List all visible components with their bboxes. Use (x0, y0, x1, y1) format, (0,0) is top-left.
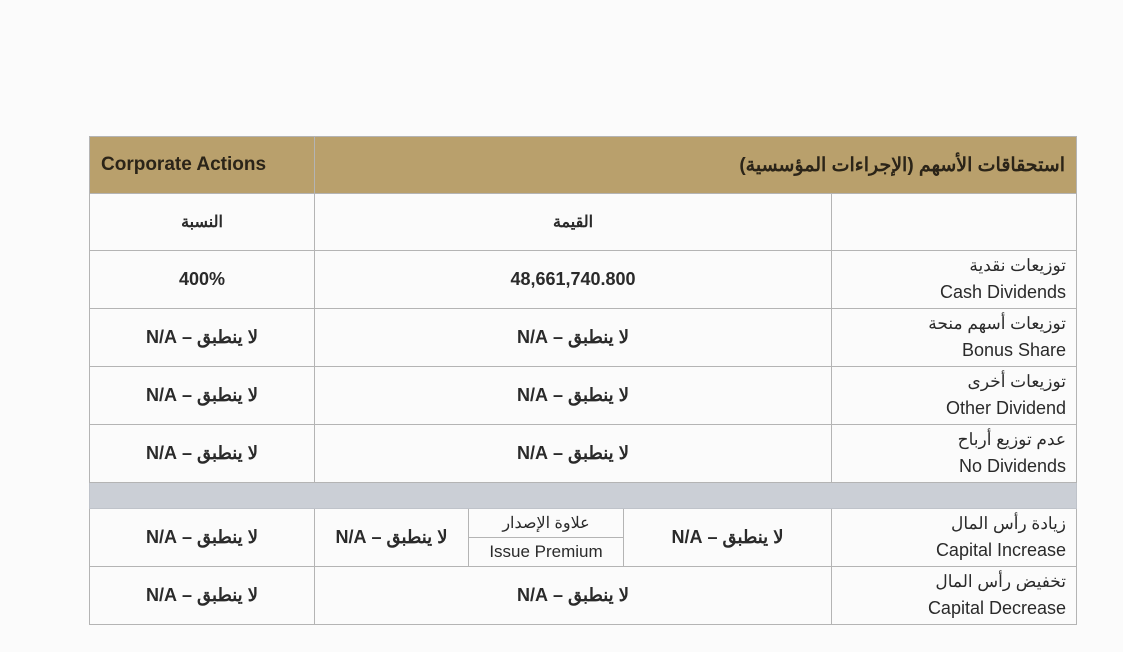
ratio-cell: لا ينطبق – N/A (90, 309, 315, 367)
table-row-bonus-share (90, 309, 1077, 367)
row-label (832, 425, 1077, 483)
row-label-ar: عدم توزيع أرباح (957, 429, 1067, 449)
value-cell: 48,661,740.800 (315, 251, 832, 309)
table-row-capital-increase (90, 509, 1077, 567)
row-label (832, 567, 1077, 625)
capital-increase-value: لا ينطبق – N/A (671, 527, 784, 547)
row-label (832, 309, 1077, 367)
row-label (832, 251, 1077, 309)
premium-label (469, 509, 624, 566)
row-label-ar: زيادة رأس المال (951, 513, 1067, 533)
row-label-ar: توزيعات أخرى (967, 371, 1067, 391)
row-label-en: Cash Dividends (939, 281, 1067, 302)
ratio-cell: لا ينطبق – N/A (90, 509, 315, 567)
table-row-cash-dividends (90, 251, 1077, 309)
premium-label-ar: علاوة الإصدار (469, 509, 623, 538)
column-header-value: القيمة (315, 194, 832, 251)
row-label (832, 367, 1077, 425)
row-label-en: Bonus Share (961, 339, 1067, 360)
row-label-ar: توزيعات أسهم منحة (928, 313, 1067, 333)
ratio-cell: لا ينطبق – N/A (90, 425, 315, 483)
ratio-cell: لا ينطبق – N/A (90, 567, 315, 625)
column-header-empty (832, 194, 1077, 251)
value-split-cell (315, 509, 832, 567)
value-cell: لا ينطبق – N/A (315, 567, 832, 625)
row-label (832, 509, 1077, 567)
header-title-en: Corporate Actions (90, 137, 315, 194)
row-label-en: No Dividends (958, 455, 1067, 476)
capital-increase-split (315, 509, 831, 566)
value-cell: لا ينطبق – N/A (315, 425, 832, 483)
row-label-en: Capital Decrease (927, 597, 1067, 618)
row-label-en: Other Dividend (945, 397, 1067, 418)
value-cell: لا ينطبق – N/A (315, 309, 832, 367)
table-header-row (90, 137, 1077, 194)
table-row-no-dividends (90, 425, 1077, 483)
premium-value: لا ينطبق – N/A (315, 509, 469, 566)
separator-band (90, 483, 1077, 509)
ratio-cell: 400% (90, 251, 315, 309)
row-label-ar: توزيعات نقدية (969, 255, 1067, 275)
column-header-ratio: النسبة (90, 194, 315, 251)
header-title-ar: استحقاقات الأسهم (الإجراءات المؤسسية) (315, 137, 1077, 194)
ratio-cell: لا ينطبق – N/A (90, 367, 315, 425)
separator-row (90, 483, 1077, 509)
row-label-en: Capital Increase (935, 539, 1067, 560)
corporate-actions-table (89, 136, 1077, 625)
premium-label-en: Issue Premium (489, 542, 603, 561)
value-cell: لا ينطبق – N/A (315, 367, 832, 425)
table-row-other-dividend (90, 367, 1077, 425)
table-row-capital-decrease (90, 567, 1077, 625)
row-label-ar: تخفيض رأس المال (935, 571, 1067, 591)
column-header-row (90, 194, 1077, 251)
